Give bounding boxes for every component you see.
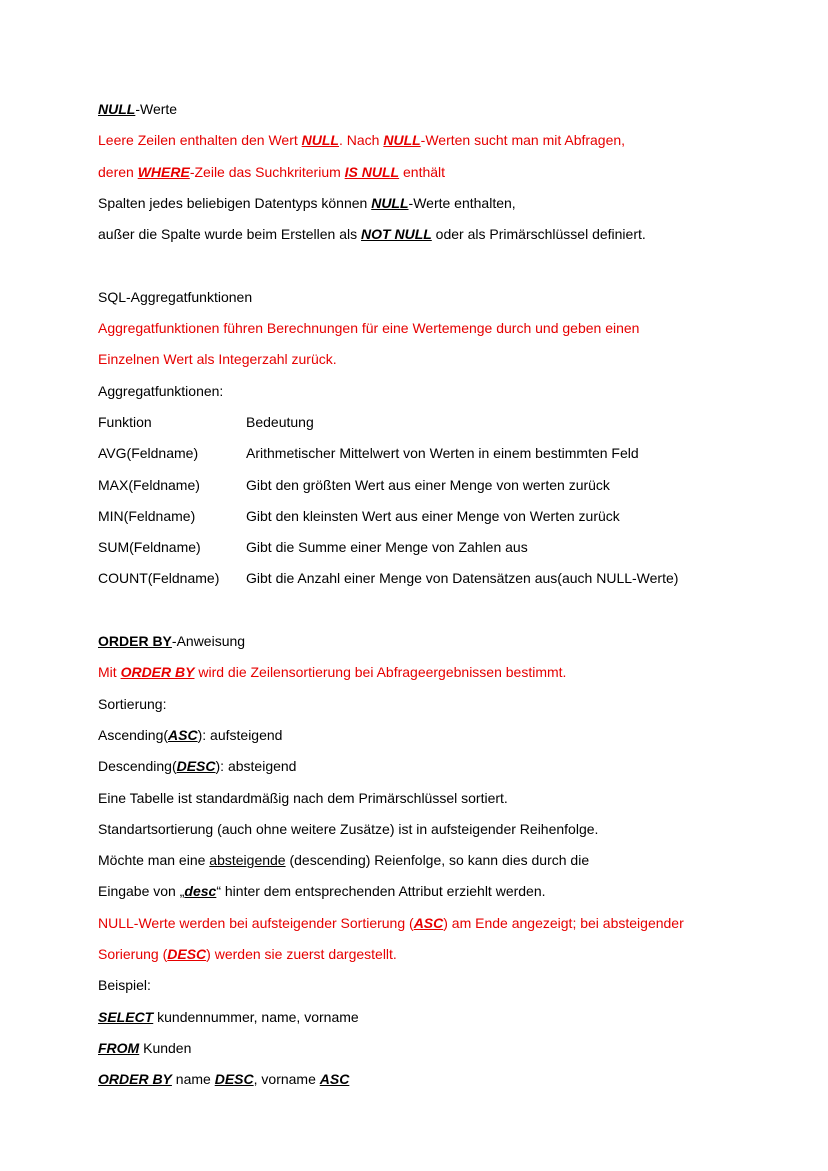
- aggregate-table-row: SUM(Feldname) Gibt die Summe einer Menge von Zahlen aus: [98, 539, 528, 556]
- aggregate-table-row: MAX(Feldname) Gibt den größten Wert aus einer Menge von werten zurück: [98, 476, 610, 493]
- example-orderby-line: ORDER BY name DESC, vorname ASC: [98, 1071, 350, 1088]
- orderby-standard-line: Standartsortierung (auch ohne weitere Zusätze) ist in aufsteigender Reihenfolge.: [98, 820, 599, 837]
- orderby-desc-explain-2: Eingabe von „desc“ hinter dem entsprechenden Attribut erziehlt werden.: [98, 883, 546, 900]
- aggregate-table-header: Funktion Bedeutung: [98, 413, 314, 430]
- example-select-line: SELECT kundennummer, name, vorname: [98, 1008, 359, 1025]
- orderby-desc-explain-1: Möchte man eine absteigende (descending) Reienfolge, so kann dies durch die: [98, 852, 590, 869]
- orderby-heading: ORDER BY-Anweisung: [98, 633, 246, 650]
- orderby-asc-line: Ascending(ASC): aufsteigend: [98, 726, 283, 743]
- null-line-4: außer die Spalte wurde beim Erstellen als NOT NULL oder als Primärschlüssel definiert.: [98, 226, 646, 243]
- null-heading: NULL-Werte: [98, 101, 178, 117]
- aggregate-list-label: Aggregatfunktionen:: [98, 382, 224, 399]
- example-from-line: FROM Kunden: [98, 1039, 192, 1056]
- aggregate-red-line-2: Einzelnen Wert als Integerzahl zurück.: [98, 351, 337, 368]
- orderby-red-line-1: Mit ORDER BY wird die Zeilensortierung bei Abfrageergebnissen bestimmt.: [98, 664, 567, 681]
- aggregate-table-row: AVG(Feldname) Arithmetischer Mittelwert von Werten in einem bestimmten Feld: [98, 445, 639, 462]
- orderby-sort-label: Sortierung:: [98, 695, 167, 712]
- aggregate-red-line-1: Aggregatfunktionen führen Berechnungen für eine Wertemenge durch und geben einen: [98, 320, 640, 337]
- null-line-3: Spalten jedes beliebigen Datentyps können NULL-Werte enthalten,: [98, 194, 516, 211]
- orderby-desc-line: Descending(DESC): absteigend: [98, 758, 297, 775]
- spacer: [98, 598, 788, 629]
- orderby-example-label: Beispiel:: [98, 977, 151, 994]
- orderby-default-line: Eine Tabelle ist standardmäßig nach dem Primärschlüssel sortiert.: [98, 789, 508, 806]
- null-red-line-1: Leere Zeilen enthalten den Wert NULL. Nach NULL-Werten sucht man mit Abfragen,: [98, 132, 626, 149]
- document-page: [98, 97, 788, 1099]
- orderby-red-line-2: NULL-Werte werden bei aufsteigender Sortierung (ASC) am Ende angezeigt; bei absteigender: [98, 914, 684, 931]
- aggregate-table-row: MIN(Feldname) Gibt den kleinsten Wert aus einer Menge von Werten zurück: [98, 507, 620, 524]
- aggregate-heading: SQL-Aggregatfunktionen: [98, 288, 253, 305]
- spacer: [98, 253, 788, 284]
- orderby-red-line-3: Sorierung (DESC) werden sie zuerst dargestellt.: [98, 946, 397, 963]
- aggregate-table-row: COUNT(Feldname) Gibt die Anzahl einer Menge von Datensätzen aus(auch NULL-Werte): [98, 570, 679, 587]
- null-red-line-2: deren WHERE-Zeile das Suchkriterium IS NULL enthält: [98, 163, 446, 180]
